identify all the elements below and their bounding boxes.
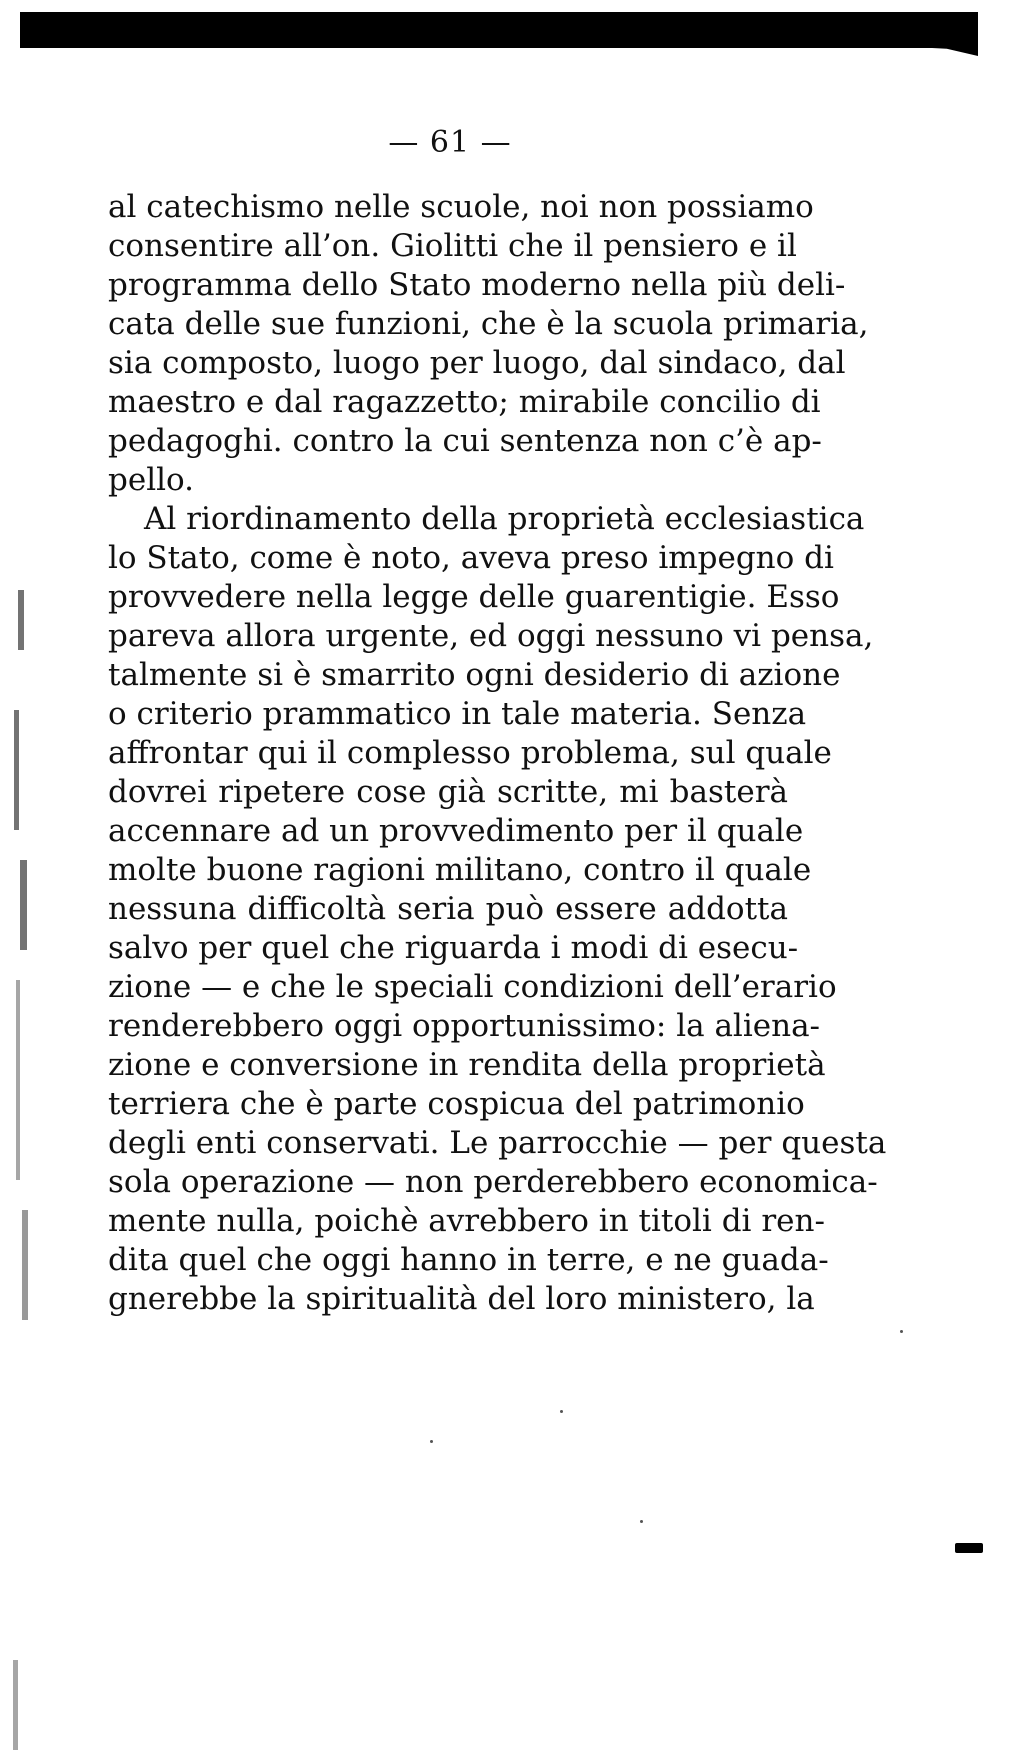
text-line: provvedere nella legge delle guarentigie. Esso [108, 579, 840, 615]
paragraph [108, 500, 887, 1319]
text-line: sola operazione — non perderebbero economica- [108, 1164, 878, 1200]
text-line: al catechismo nelle scuole, noi non possiamo [108, 189, 814, 225]
text-line: zione — e che le speciali condizioni dell’erario [108, 969, 837, 1005]
text-line: pedagoghi. contro la cui sentenza non c’è ap- [108, 423, 822, 459]
text-line: salvo per quel che riguarda i modi di esecu- [108, 930, 799, 966]
body-text [108, 188, 887, 1319]
scan-corner-mark [955, 1543, 983, 1553]
scan-top-border [20, 12, 978, 48]
paragraph [108, 188, 869, 500]
text-line: dita quel che oggi hanno in terre, e ne guada- [108, 1242, 829, 1278]
text-line: accennare ad un provvedimento per il quale [108, 813, 804, 849]
text-line: Al riordinamento della proprietà ecclesiastica [144, 501, 865, 537]
text-line: renderebbero oggi opportunissimo: la aliena- [108, 1008, 821, 1044]
text-line: consentire all’on. Giolitti che il pensiero e il [108, 228, 797, 264]
text-line: affrontar qui il complesso problema, sul quale [108, 735, 832, 771]
scan-speck [430, 1440, 433, 1443]
text-line: pareva allora urgente, ed oggi nessuno vi pensa, [108, 618, 874, 654]
scan-speck [640, 1520, 643, 1523]
text-line: cata delle sue funzioni, che è la scuola primaria, [108, 306, 869, 342]
text-line: molte buone ragioni militano, contro il quale [108, 852, 812, 888]
text-line: terriera che è parte cospicua del patrimonio [108, 1086, 805, 1122]
text-line: pello. [108, 462, 194, 498]
scan-speck [900, 1330, 903, 1333]
text-line: lo Stato, come è noto, aveva preso impegno di [108, 540, 834, 576]
scan-speck [560, 1410, 563, 1413]
text-line: maestro e dal ragazzetto; mirabile concilio di [108, 384, 821, 420]
text-line: degli enti conservati. Le parrocchie — per questa [108, 1125, 887, 1161]
text-line: talmente si è smarrito ogni desiderio di azione [108, 657, 841, 693]
text-line: mente nulla, poichè avrebbero in titoli di ren- [108, 1203, 825, 1239]
text-line: zione e conversione in rendita della proprietà [108, 1047, 826, 1083]
text-line: dovrei ripetere cose già scritte, mi basterà [108, 774, 788, 810]
text-line: o criterio prammatico in tale materia. Senza [108, 696, 807, 732]
text-line: sia composto, luogo per luogo, dal sindaco, dal [108, 345, 846, 381]
scan-left-edge-noise [10, 560, 70, 1570]
page-number: — 61 — [388, 125, 512, 160]
scan-top-border-tail [900, 44, 978, 56]
text-line: programma dello Stato moderno nella più deli- [108, 267, 846, 303]
text-line: gnerebbe la spiritualità del loro ministero, la [108, 1281, 815, 1317]
text-line: nessuna difficoltà seria può essere addotta [108, 891, 788, 927]
